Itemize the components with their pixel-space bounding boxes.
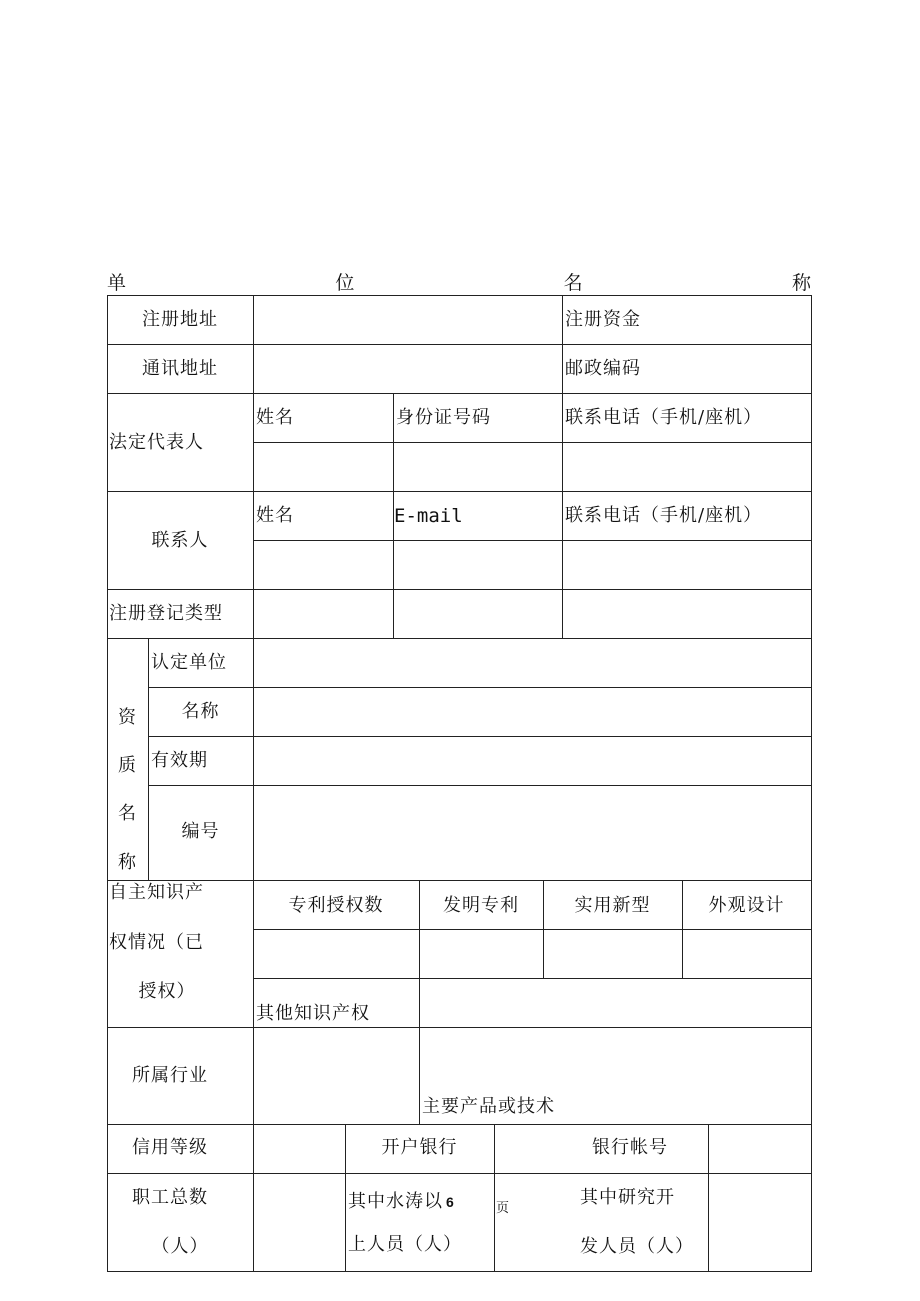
label-ip-line: 授权） [138, 981, 196, 1002]
field-rd[interactable] [709, 1174, 811, 1271]
label-qualification-char: 称 [118, 852, 137, 873]
label-products: 主要产品或技术 [422, 1096, 555, 1117]
heading-char: 称 [791, 271, 811, 294]
row-line [107, 880, 812, 881]
label-rd: 发人员（人） [580, 1236, 694, 1257]
field-credit[interactable] [254, 1125, 345, 1173]
label-number: 编号 [181, 821, 220, 842]
row-line [107, 1271, 812, 1272]
field-qual-name[interactable] [254, 688, 811, 736]
label-reg-type: 注册登记类型 [109, 603, 223, 624]
field-reg-type-1[interactable] [254, 590, 393, 638]
label-name: 姓名 [256, 407, 294, 428]
label-utility: 实用新型 [574, 895, 651, 916]
label-ip-line: 权情况（已 [109, 932, 204, 953]
row-line [107, 1173, 812, 1174]
row-line [107, 1027, 812, 1028]
label-ip-line: 自主知识产 [109, 882, 204, 903]
field-patents[interactable] [254, 930, 419, 978]
label-name: 姓名 [256, 505, 294, 526]
label-staff: （人） [151, 1236, 209, 1257]
label-qualification-char: 质 [118, 755, 137, 776]
field-contact-name[interactable] [254, 541, 393, 589]
label-reg-capital: 注册资金 [565, 309, 641, 330]
label-email: E-mail [394, 505, 463, 527]
label-validity: 有效期 [151, 750, 208, 771]
label-account: 银行帐号 [592, 1137, 668, 1158]
label-reg-address: 注册地址 [142, 309, 218, 330]
field-account[interactable] [709, 1125, 811, 1173]
label-staff: 职工总数 [132, 1187, 208, 1208]
label-cert-unit: 认定单位 [151, 652, 227, 673]
field-cert-unit[interactable] [254, 639, 811, 687]
label-among-num: 6 [446, 1194, 454, 1210]
label-rd: 其中研究开 [580, 1187, 675, 1208]
label-id-number: 身份证号码 [396, 407, 491, 428]
field-reg-type-3[interactable] [563, 590, 811, 638]
label-contact: 联系人 [151, 530, 209, 551]
heading-char: 位 [335, 271, 355, 294]
heading-char: 单 [107, 271, 127, 294]
field-legal-phone[interactable] [563, 443, 811, 491]
field-utility[interactable] [544, 930, 682, 978]
field-number[interactable] [254, 786, 811, 880]
table-border-left [107, 295, 108, 1272]
label-postcode: 邮政编码 [565, 358, 641, 379]
field-design[interactable] [683, 930, 811, 978]
label-invention: 发明专利 [443, 895, 519, 916]
label-patents: 专利授权数 [288, 895, 384, 916]
label-bank: 开户银行 [381, 1137, 458, 1158]
label-mail-address: 通讯地址 [142, 358, 218, 379]
field-other-ip[interactable] [420, 979, 811, 1027]
field-reg-address[interactable] [254, 296, 562, 344]
label-among: 上人员（人） [348, 1234, 462, 1255]
heading-char: 名 [563, 271, 583, 294]
field-contact-email[interactable] [394, 541, 562, 589]
label-among-text: 其中水涛以 [348, 1191, 443, 1212]
field-mail-address[interactable] [254, 345, 562, 393]
field-industry[interactable] [254, 1028, 419, 1124]
row-line [107, 1124, 812, 1125]
label-qual-name: 名称 [181, 701, 220, 722]
label-phone: 联系电话（手机/座机） [565, 407, 763, 428]
label-industry: 所属行业 [132, 1065, 208, 1086]
label-phone: 联系电话（手机/座机） [565, 505, 763, 526]
label-other-ip: 其他知识产权 [256, 1003, 370, 1024]
field-legal-name[interactable] [254, 443, 393, 491]
label-legal-rep: 法定代表人 [109, 432, 204, 453]
row-line [107, 491, 812, 492]
label-qualification-char: 名 [118, 803, 137, 824]
field-staff[interactable] [254, 1174, 345, 1271]
col-line [494, 1124, 495, 1271]
field-invention[interactable] [420, 930, 543, 978]
field-reg-type-2[interactable] [394, 590, 562, 638]
field-legal-id[interactable] [394, 443, 562, 491]
label-design: 外观设计 [708, 895, 785, 916]
form-heading [107, 268, 811, 294]
label-credit: 信用等级 [132, 1137, 208, 1158]
row-line [107, 393, 812, 394]
field-validity[interactable] [254, 737, 811, 785]
label-among [348, 1191, 454, 1213]
page-mark: 页 [496, 1201, 510, 1216]
field-contact-phone[interactable] [563, 541, 811, 589]
label-qualification-char: 资 [118, 707, 137, 728]
col-line [148, 638, 149, 880]
